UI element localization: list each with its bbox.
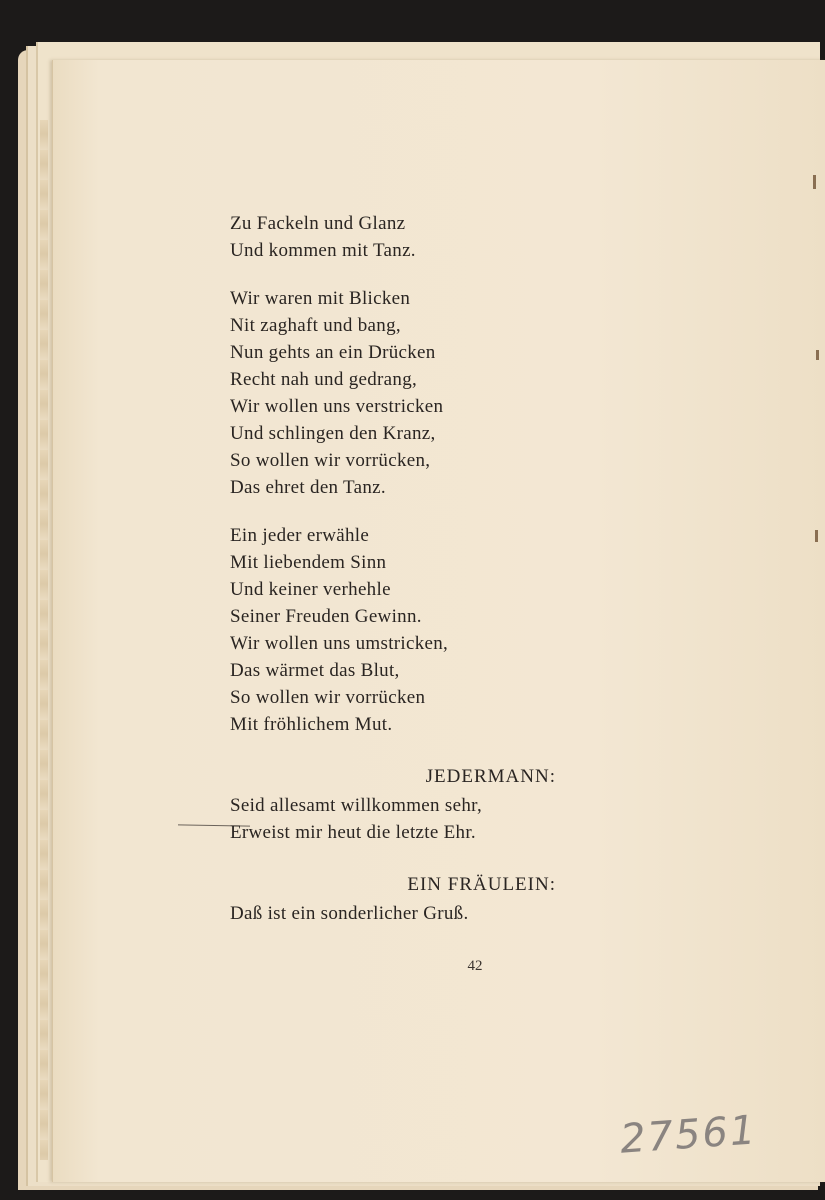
verse-line: Ein jeder erwähle: [230, 525, 370, 546]
verse-line: So wollen wir vorrücken,: [230, 450, 431, 471]
verse-line: Und kommen mit Tanz.: [230, 240, 416, 261]
pencil-annotation: 27561: [618, 1107, 759, 1163]
verse-line: Mit liebendem Sinn: [230, 552, 387, 573]
verse-line: Mit fröhlichem Mut.: [230, 714, 393, 735]
verse-line: Und schlingen den Kranz,: [230, 423, 436, 444]
dialogue-jedermann: [230, 762, 610, 846]
dialogue-line: Daß ist ein sonderlicher Gruß.: [230, 903, 469, 924]
stanza-2: [230, 285, 610, 501]
stanza-1: [230, 210, 610, 264]
verse-line: Wir wollen uns verstricken: [230, 396, 444, 417]
dialogue-line: Seid allesamt willkommen sehr,: [230, 795, 483, 816]
verse-line: Wir waren mit Blicken: [230, 288, 411, 309]
verse-line: So wollen wir vorrücken: [230, 687, 426, 708]
verse-line: Und keiner verhehle: [230, 579, 391, 600]
verse-line: Recht nah und gedrang,: [230, 369, 418, 390]
dialogue-fraeulein: [230, 870, 610, 927]
page-number: 42: [467, 958, 483, 974]
poem-text: [230, 210, 610, 927]
stanza-3: [230, 522, 610, 738]
edge-mark: [816, 350, 819, 360]
dialogue-line: Erweist mir heut die letzte Ehr.: [230, 822, 476, 843]
verse-line: Nun gehts an ein Drücken: [230, 342, 436, 363]
verse-line: Seiner Freuden Gewinn.: [230, 606, 422, 627]
speaker-name: EIN FRÄULEIN:: [407, 874, 556, 895]
verse-line: Das ehret den Tanz.: [230, 477, 386, 498]
verse-line: Zu Fackeln und Glanz: [230, 213, 406, 234]
verse-line: Wir wollen uns umstricken,: [230, 633, 449, 654]
verse-line: Das wärmet das Blut,: [230, 660, 400, 681]
edge-mark: [813, 175, 816, 189]
speaker-name: JEDERMANN:: [425, 766, 556, 787]
edge-mark: [815, 530, 818, 542]
deckled-edge: [40, 120, 48, 1160]
verse-line: Nit zaghaft und bang,: [230, 315, 401, 336]
